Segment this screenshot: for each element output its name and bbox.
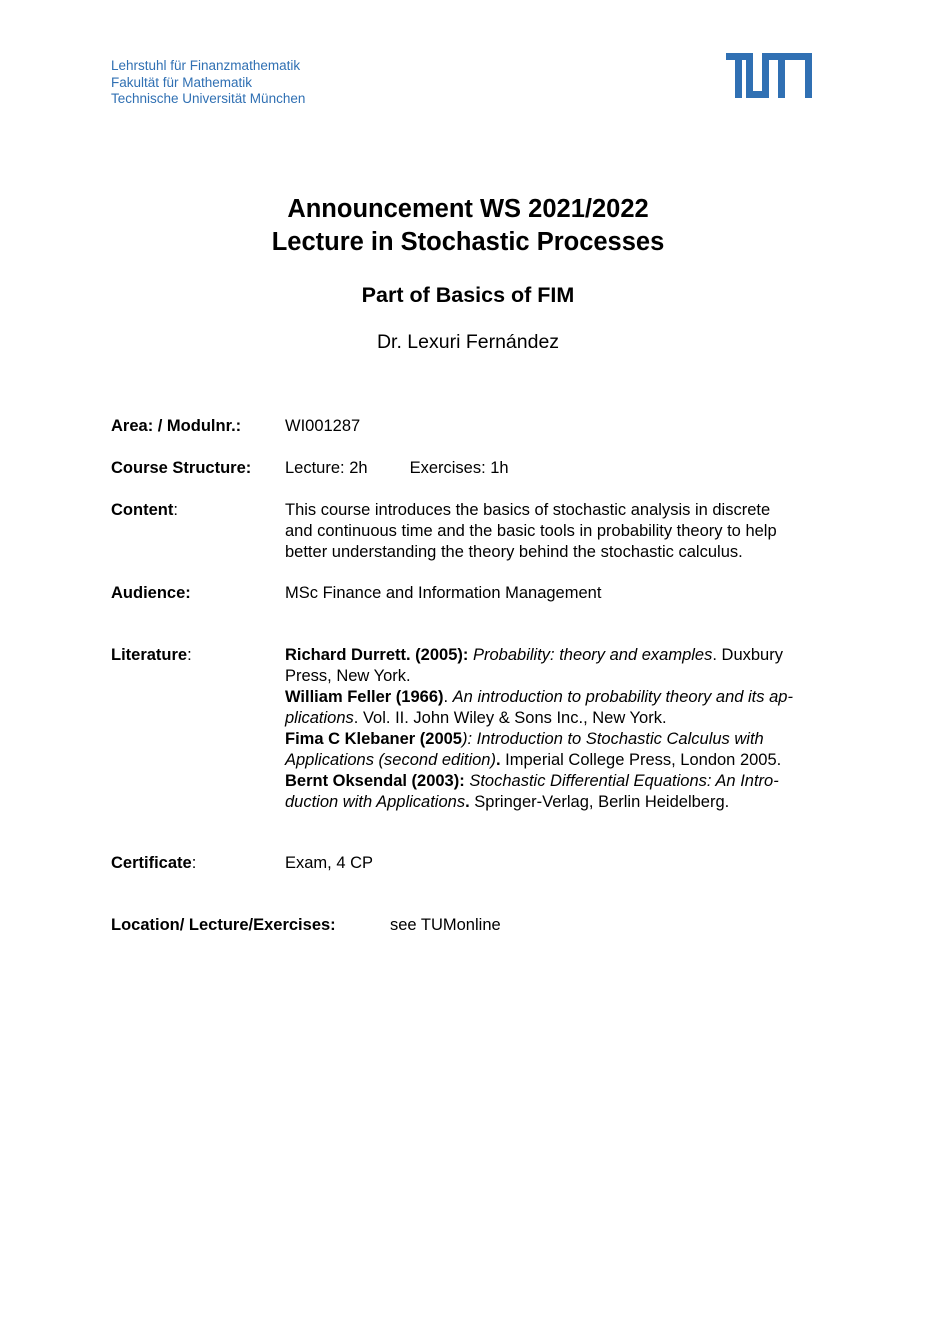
tum-logo	[726, 53, 812, 98]
content-label: Content:	[111, 501, 178, 519]
audience-value: MSc Finance and Information Management	[285, 584, 602, 602]
reference-durrett: Richard Durrett. (2005): Probability: theory and examples. Duxbury	[285, 646, 783, 664]
area-value: WI001287	[285, 417, 361, 435]
lecture-title: Lecture in Stochastic Processes	[271, 228, 665, 256]
exercise-hours: Exercises: 1h	[409, 459, 509, 477]
literature-label: Literature:	[111, 646, 192, 664]
title-block	[0, 193, 936, 355]
faculty-name: Fakultät für Mathematik	[111, 74, 253, 90]
location-value: see TUMonline	[390, 916, 501, 934]
reference-feller: William Feller (1966). An introduction to probability theory and its ap-	[285, 688, 793, 706]
certificate-value: Exam, 4 CP	[285, 854, 374, 872]
content-text: This course introduces the basics of stochastic analysis in discrete and continuous time and the basic tools in probability theory to help better understanding the theory behind the stochastic calculus.	[285, 501, 777, 561]
announcement-title: Announcement WS 2021/2022	[287, 195, 649, 223]
chair-address	[111, 58, 305, 108]
lecture-hours: Lecture: 2h	[285, 459, 368, 477]
structure-label: Course Structure:	[111, 459, 252, 477]
area-label: Area: / Modulnr.:	[111, 417, 242, 435]
reference-oksendal: Bernt Oksendal (2003): Stochastic Differential Equations: An Intro-	[285, 772, 779, 790]
location-label: Location/ Lecture/Exercises:	[111, 916, 336, 934]
certificate-label: Certificate:	[111, 854, 197, 872]
audience-label: Audience:	[111, 584, 191, 602]
chair-name: Lehrstuhl für Finanzmathematik	[111, 58, 301, 73]
structure-value	[285, 458, 509, 479]
literature-list: Richard Durrett. (2005): Probability: theory and examples. Duxbury Press, New York. William Feller (1966). An introduction to probability theory and its ap- plications. Vol. II. John Wiley & Sons Inc., New York. Fima C Klebaner (2005): Introduction to Stochastic Calculus with Applications (second edition). Imperial College Press, London 2005. Bernt Oksendal (2003): Stochastic Differential Equations: An Intro- duction with Applications. Springer-Verlag, Berlin Heidelberg.	[285, 645, 835, 813]
subtitle: Part of Basics of FIM	[361, 283, 575, 307]
reference-klebaner: Fima C Klebaner (2005): Introduction to Stochastic Calculus with	[285, 730, 764, 748]
author: Dr. Lexuri Fernández	[376, 331, 560, 353]
university-name: Technische Universität München	[111, 91, 306, 106]
